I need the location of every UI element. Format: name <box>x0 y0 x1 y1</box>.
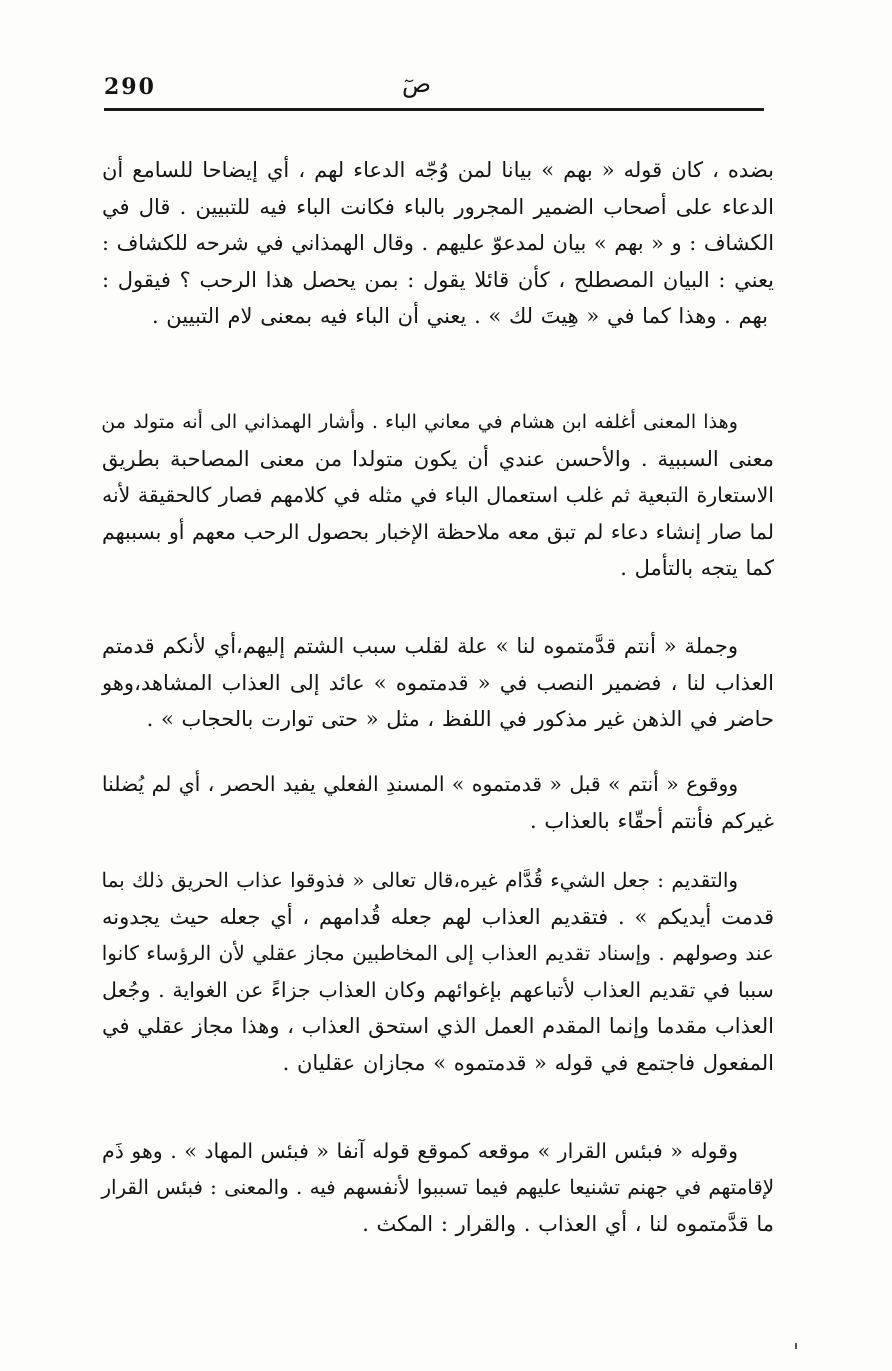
text-line: وقوله « فبئس القرار » موقعه كموقع قوله آنفا « فبئس المهاد » . وهو ذَم <box>102 1139 738 1163</box>
text-line: قدمت أيديكم » . فتقديم العذاب لهم جعله قُدامهم ، أي جعله حيث يجدونه <box>102 904 774 929</box>
text-line: العذاب لنا ، فضمير النصب في « قدمتموه » عائد إلى العذاب المشاهد،وهو <box>102 670 774 695</box>
text-line: بضده ، كان قوله « بهم » بيانا لمن وُجّه الدعاء لهم ، أي إيضاحا للسامع أن <box>102 158 774 182</box>
text-line: يعني : البيان المصطلح ، كأن قائلا يقول : بمن يحصل هذا الرحب ؟ فيقول : <box>102 267 774 292</box>
text-line: ما قدَّمتموه لنا ، أي العذاب . والقرار : المكث . <box>362 1212 774 1236</box>
text-line: لإقامتهم في جهنم تشنيعا عليهم فيما تسببوا لأنفسهم فيه . والمعنى : فبئس القرار <box>101 1175 774 1199</box>
text-line: وجملة « أنتم قدَّمتموه لنا » علة لقلب سبب الشتم إليهم،أي لأنكم قدمتم <box>102 634 738 658</box>
text-line: حاضر في الذهن غير مذكور في اللفظ ، مثل « حتى توارت بالحجاب » . <box>146 707 774 731</box>
page-header <box>104 68 764 110</box>
text-line: لما صار إنشاء دعاء لم تبق معه ملاحظة الإخبار بحصول الرحب معهم أو بسببهم <box>101 519 774 544</box>
paragraph-4 <box>102 766 774 839</box>
scan-speck <box>795 1343 797 1349</box>
text-line: الكشاف : و « بهم » بيان لمدعوّ عليهم . وقال الهمذاني في شرحه للكشاف : <box>102 231 774 255</box>
text-line: كما يتجه بالتأمل . <box>620 556 774 580</box>
paragraph-5 <box>102 862 774 1081</box>
text-line: الاستعارة التبعية ثم غلب استعمال الباء في مثله في كلامهم فصار كالحقيقة لأنه <box>102 483 774 507</box>
text-line: ووقوع « أنتم » قبل « قدمتموه » المسندِ الفعلي يفيد الحصر ، أي لم يُضلنا <box>101 772 738 796</box>
page-number: 290 <box>104 74 156 100</box>
paragraph-3 <box>102 628 774 738</box>
text-line: العذاب مقدما وإنما المقدم العمل الذي استحق العذاب ، وهذا مجاز عقلي في <box>102 1014 774 1038</box>
text-line: المفعول فاجتمع في قوله « قدمتموه » مجازان عقليان . <box>282 1050 774 1075</box>
text-line: وهذا المعنى أغلفه ابن هشام في معاني الباء . وأشار الهمذاني الى أنه متولد من <box>101 410 738 433</box>
text-line: معنى السببية . والأحسن عندي أن يكون متولدا من معنى المصاحبة بطريق <box>102 446 774 471</box>
text-line: سببا في تقديم العذاب لأتباعهم بإغوائهم وكان العذاب جزاءً عن الغواية . وجُعل <box>102 977 774 1002</box>
text-line: بهم . وهذا كما في « هِيتَ لك » . يعني أن الباء فيه بمعنى لام التبيين . <box>151 304 768 328</box>
running-head: صٓ <box>402 70 432 98</box>
text-line: الدعاء على أصحاب الضمير المجرور بالباء فكانت الباء فيه للتبيين . قال في <box>102 194 774 219</box>
header-rule <box>104 108 764 111</box>
paragraph-6 <box>102 1133 774 1243</box>
text-line: عند وصولهم . وإسناد تقديم العذاب إلى المخاطبين مجاز عقلي لأن الرؤساء كانوا <box>101 941 774 965</box>
text-line: غيركم فأنتم أحقّاء بالعذاب . <box>530 808 774 833</box>
paragraph-1 <box>102 152 774 335</box>
text-line: والتقديم : جعل الشيء قُدَّام غيره،قال تعالى « فذوقوا عذاب الحريق ذلك بما <box>101 868 738 892</box>
paragraph-2 <box>102 404 774 587</box>
